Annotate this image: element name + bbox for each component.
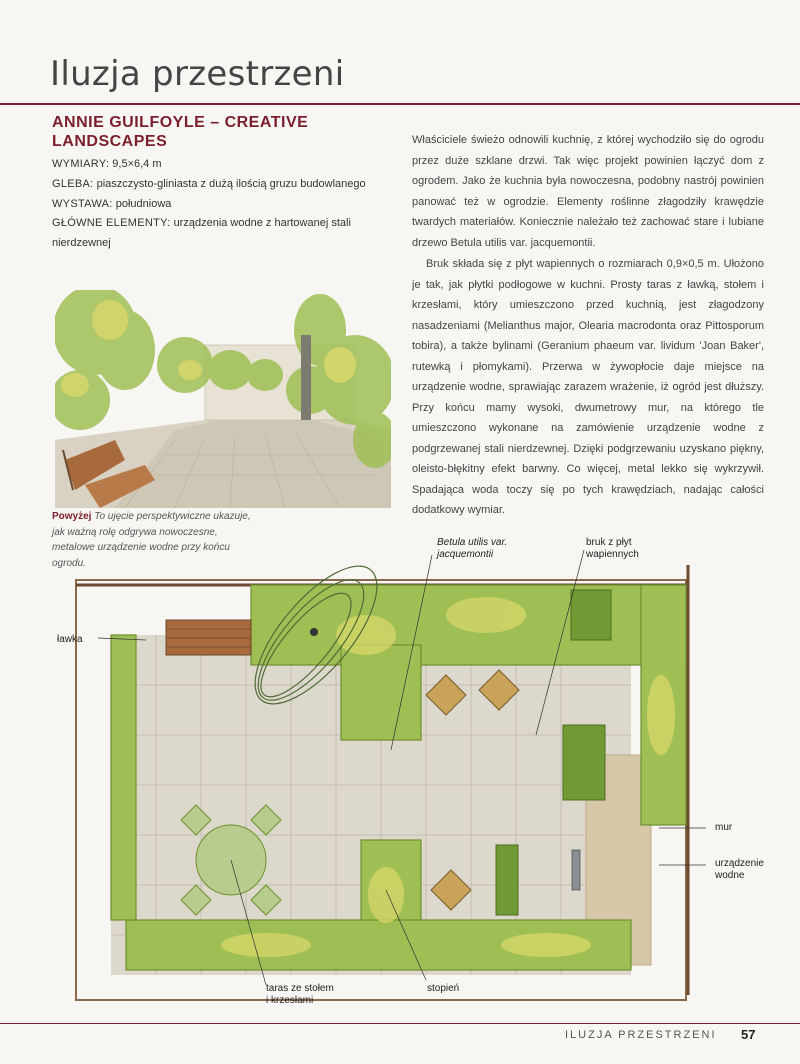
paragraph: Bruk składa się z płyt wapiennych o rozmiarach 0,9×0,5 m. Ułożono je tak, jak płytki podłogowe w kuchni. Prosty taras z ławką, stołem i krzesłami, który umieszczono przed kuchnią, jest złagodzony nasadzeniami (Melianthus major, Olearia macrodonta oraz Pittosporum tobira), a także bylinami (Geranium phaeum var. lividum 'Joan Baker', rutewką i płomykami). Przerwa w żywopłocie daje miejsce na urządzenie wodne, sprawiając zarazem wrażenie, iż ogród jest dłuższy. Przy końcu mamy wysoki, dwumetrowy mur, na którego tle umieszczono wykonane na zamówienie urządzenie wodne z podgrzewanej stali nierdzewnej. Dzięki podgrzewaniu uzyskano piękny, oleisto-błękitny efekt barwny. Co więcej, metal lekko się wykrzywił. Spadająca woda toczy się po tych krawędziach, nadając całości dodatkowy wymiar. xyxy=(412,258,764,516)
page-number: 57 xyxy=(741,1027,756,1042)
article-body xyxy=(412,130,764,521)
label-step: stopień xyxy=(427,983,460,994)
label-wall: mur xyxy=(715,822,733,833)
spec-item: GŁÓWNE ELEMENTY: urządzenia wodne z hartowanej stali nierdzewnej xyxy=(52,217,351,250)
spec-item: WYMIARY: 9,5×6,4 m xyxy=(52,158,162,170)
label-bench: ławka xyxy=(57,634,83,645)
label-betula: Betula utilis var. jacquemontii xyxy=(437,537,508,560)
page-title: Iluzja przestrzeni xyxy=(50,54,345,94)
illustration-caption: Powyżej To ujęcie perspektywiczne ukazuje, jak ważną rolę odgrywa nowoczesne, metalowe urządzenie wodne przy końcu ogrodu. xyxy=(52,511,251,569)
garden-plan xyxy=(66,525,716,1005)
title-rule xyxy=(0,103,800,105)
running-footer: ILUZJA PRZESTRZENI xyxy=(565,1029,717,1041)
spec-list xyxy=(52,155,387,254)
label-paving: bruk z płyt wapiennych xyxy=(586,537,639,560)
paragraph: Właściciele świeżo odnowili kuchnię, z której wychodziło się do ogrodu przez duże szklane drzwi. Tak więc projekt powinien łączyć dom z ogrodem. Jako że kuchnia była nowoczesna, podobny nastrój powinien panować też w ogrodzie. Elementy roślinne złagodziły krawędzie twardych materiałów. Koniecznie należało też zachować stare i lubiane drzewo Betula utilis var. jacquemontii. xyxy=(412,134,764,249)
perspective-illustration xyxy=(55,290,391,508)
footer-rule xyxy=(0,1023,800,1024)
spec-item: WYSTAWA: południowa xyxy=(52,197,172,210)
label-terrace: taras ze stołem i krzesłami xyxy=(266,983,334,1006)
designer-heading: ANNIE GUILFOYLE – CREATIVE LANDSCAPES xyxy=(52,114,309,150)
bench xyxy=(166,620,251,655)
spec-item: GLEBA: piaszczysto-gliniasta z dużą ilością gruzu budowlanego xyxy=(52,177,366,190)
label-water-feature: urządzenie wodne xyxy=(715,858,764,881)
